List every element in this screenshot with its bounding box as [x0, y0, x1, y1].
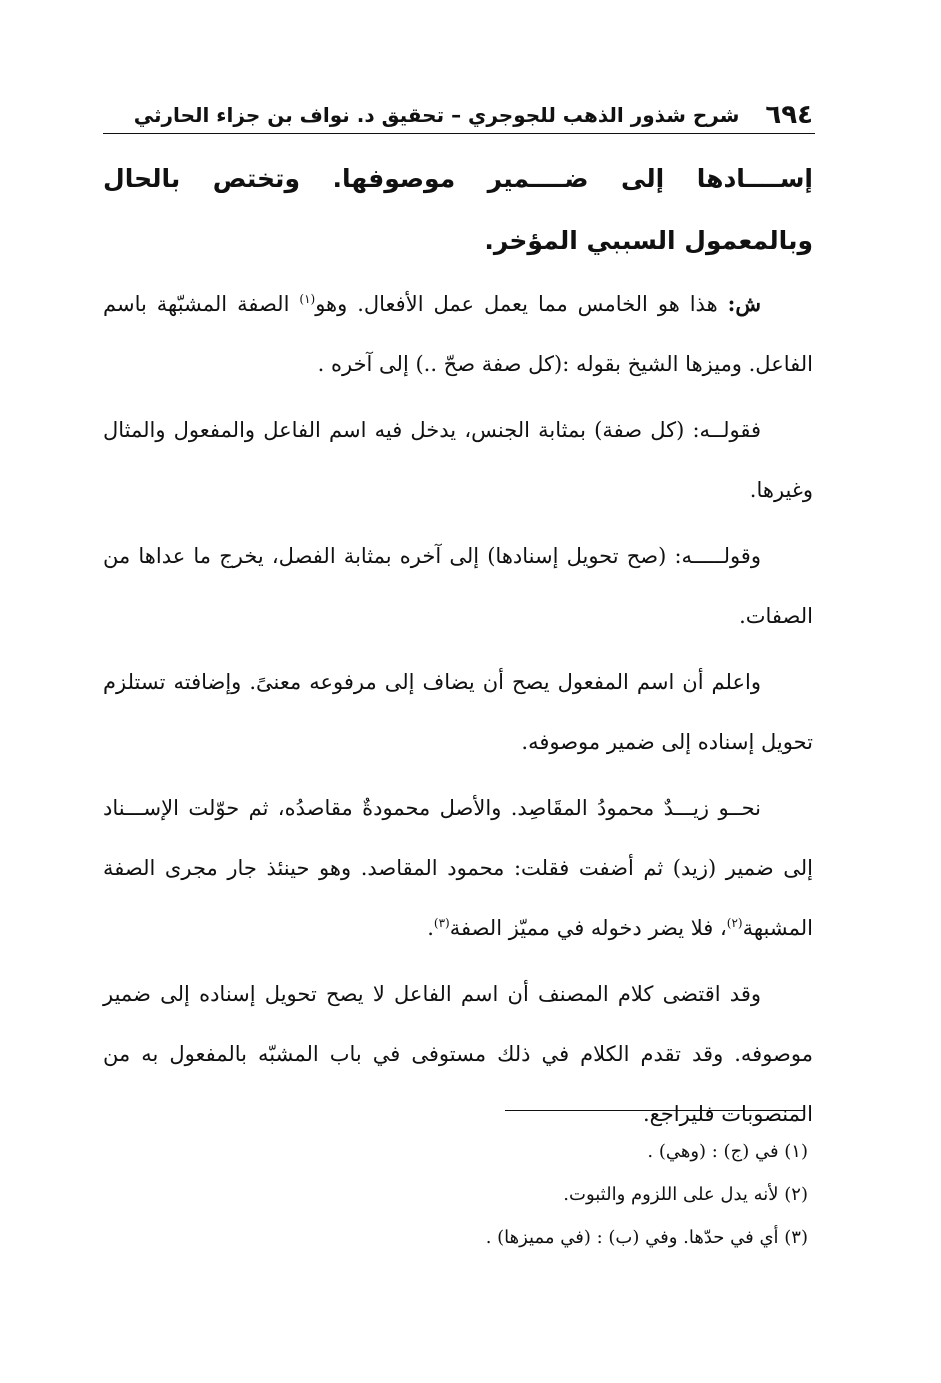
sharh-label: ش: — [727, 291, 761, 316]
body-text — [103, 148, 813, 1150]
paragraph-5-text-a: نحــو زيـــدٌ محمودُ المقَاصِد. والأصل محمودةٌ مقاصدُه، ثم حوّلت الإســـناد إلى ضمير (زيد) ثم أضفت فقلت: محمود المقاصد. وهو حينئذ جار مجرى الصفة المشبهة — [103, 796, 813, 940]
footnote-3: (٣) أي في حدّها. وفي (ب) : (في مميزها) . — [485, 1227, 808, 1248]
header-rule — [103, 133, 815, 134]
page-header — [103, 96, 813, 130]
footnote-2: (٢) لأنه يدل على اللزوم والثبوت. — [563, 1184, 808, 1205]
paragraph-2: فقولــه: (كل صفة) بمثابة الجنس، يدخل فيه اسم الفاعل والمفعول والمثال وغيرها. — [103, 418, 813, 502]
paragraph-1-text-a: هذا هو الخامس مما يعمل عمل الأفعال. وهو — [315, 292, 718, 316]
footnote-ref-2: (٢) — [726, 916, 743, 930]
paragraph-5-text-b: ، فلا يضر دخوله في مميّز الصفة — [449, 916, 727, 940]
paragraph-5 — [103, 778, 813, 958]
paragraph-5-text-c: . — [427, 916, 434, 940]
page-number: ٦٩٤ — [765, 100, 813, 130]
matn-paragraph: إســــادها إلى ضــــمير موصوفها. وتختص بالحال وبالمعمول السببي المؤخر. — [103, 164, 813, 255]
paragraph-6: وقد اقتضى كلام المصنف أن اسم الفاعل لا يصح تحويل إسناده إلى ضمير موصوفه. وقد تقدم الكلام في ذلك مستوفى في باب المشبّه بالمفعول به من المنصوبات فليراجع. — [103, 982, 813, 1126]
paragraph-4: واعلم أن اسم المفعول يصح أن يضاف إلى مرفوعه معنىً. وإضافته تستلزم تحويل إسناده إلى ضمير موصوفه. — [103, 670, 813, 754]
footnote-rule — [505, 1110, 805, 1111]
footnote-1: (١) في (ج) : (وهي) . — [647, 1141, 808, 1162]
paragraph-3: وقولـــــه: (صح تحويل إسنادها) إلى آخره بمثابة الفصل، يخرج ما عداها من الصفات. — [103, 544, 813, 628]
footnote-ref-1: (١) — [299, 292, 316, 306]
paragraph-1-text-b: الصفة المشبّهة باسم الفاعل. وميزها الشيخ بقوله :(كل صفة صحّ ..) إلى آخره . — [103, 292, 813, 376]
footnotes — [103, 1130, 808, 1259]
running-title: شرح شذور الذهب للجوجري – تحقيق د. نواف بن جزاء الحارثي — [133, 103, 740, 127]
footnote-ref-3: (٣) — [433, 916, 450, 930]
paragraph-1 — [103, 274, 813, 394]
